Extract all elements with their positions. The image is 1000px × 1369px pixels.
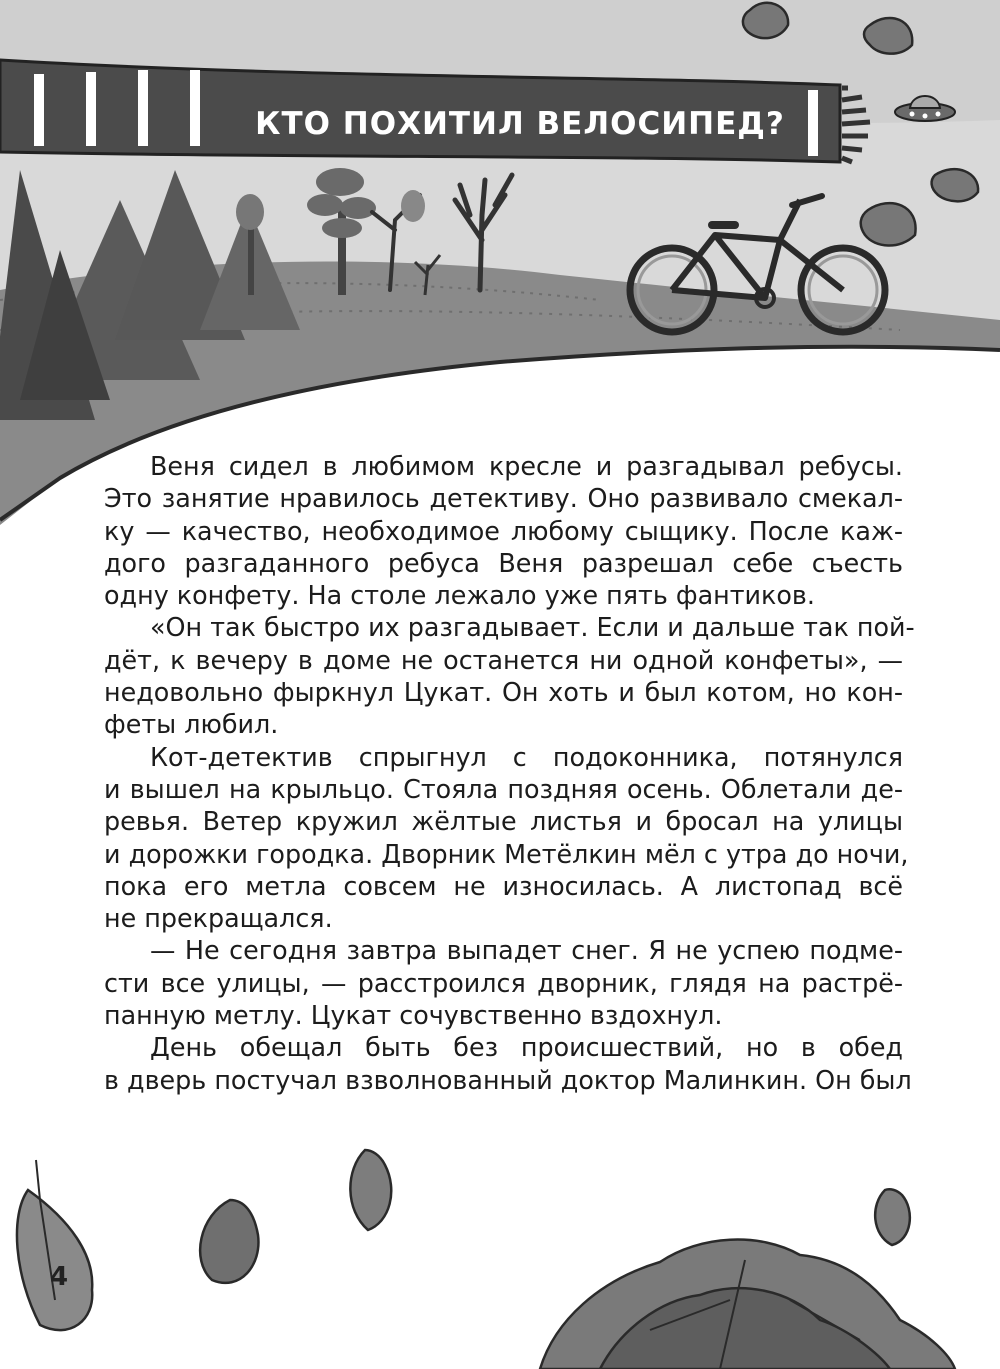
story-text: [104, 450, 915, 1096]
text-line: дёт, к вечеру в доме не останется ни одной конфеты», —: [104, 644, 903, 675]
page-title: КТО ПОХИТИЛ ВЕЛОСИПЕД?: [255, 106, 785, 142]
leaves-bottom: [17, 1150, 955, 1369]
text-line: дого разгаданного ребуса Веня разрешал себе съесть: [104, 547, 903, 578]
text-line: Веня сидел в любимом кресле и разгадывал ребусы.: [150, 451, 903, 481]
text-line: панную метлу. Цукат сочувственно вздохнул.: [104, 1000, 723, 1031]
text-line: и дорожки городка. Дворник Метёлкин мёл с утра до ночи,: [104, 838, 909, 869]
text-line: День обещал быть без происшествий, но в обед: [150, 1032, 903, 1063]
text-line: ку — качество, необходимое любому сыщику. После каж-: [104, 515, 903, 546]
text-line: пока его метла совсем не износилась. А листопад всё: [104, 870, 903, 901]
text-line: в дверь постучал взволнованный доктор Малинкин. Он был: [104, 1064, 912, 1095]
text-line: Кот-детектив спрыгнул с подоконника, потянулся: [150, 741, 903, 772]
text-line: феты любил.: [104, 709, 279, 740]
text-line: недовольно фыркнул Цукат. Он хоть и был котом, но кон-: [104, 677, 903, 708]
text-line: одну конфету. На столе лежало уже пять фантиков.: [104, 580, 815, 611]
page-number: 4: [50, 1262, 69, 1292]
text-line: сти все улицы, — расстроился дворник, глядя на растрё-: [104, 967, 903, 998]
text-line: не прекращался.: [104, 903, 333, 934]
text-line: ревья. Ветер кружил жёлтые листья и бросал на улицы: [104, 806, 903, 837]
text-line: — Не сегодня завтра выпадет снег. Я не успею подме-: [150, 935, 903, 966]
text-line: «Он так быстро их разгадывает. Если и дальше так пой-: [150, 612, 915, 643]
text-line: Это занятие нравилось детективу. Оно развивало смекал-: [104, 483, 903, 514]
text-line: и вышел на крыльцо. Стояла поздняя осень. Облетали де-: [104, 773, 903, 804]
